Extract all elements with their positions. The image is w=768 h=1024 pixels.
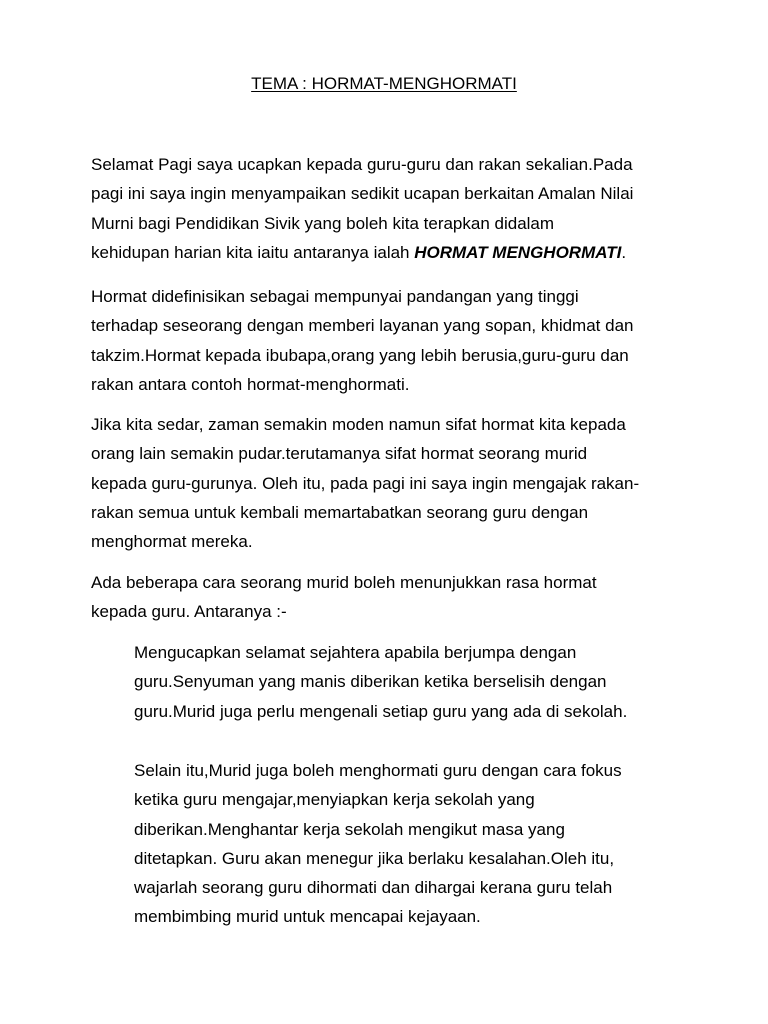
text-line: guru.Murid juga perlu mengenali setiap guru yang ada di sekolah. [134, 701, 628, 721]
text-line: rakan antara contoh hormat-menghormati. [91, 374, 410, 394]
text-line: Jika kita sedar, zaman semakin moden namun sifat hormat kita kepada [91, 415, 626, 434]
text-line: Hormat didefinisikan sebagai mempunyai pandangan yang tinggi [91, 287, 579, 306]
text-line: takzim.Hormat kepada ibubapa,orang yang lebih berusia,guru-guru dan [91, 345, 629, 365]
text-line: membimbing murid untuk mencapai kejayaan. [134, 907, 481, 927]
text-line: Mengucapkan selamat sejahtera apabila berjumpa dengan [134, 643, 577, 662]
paragraph-definition [91, 282, 691, 399]
text-line: Murni bagi Pendidikan Sivik yang boleh kita terapkan didalam [91, 213, 555, 233]
text-line: kepada guru. Antaranya :- [91, 602, 287, 622]
text-line: diberikan.Menghantar kerja sekolah mengikut masa yang [134, 819, 565, 839]
paragraph-ways-intro [91, 568, 691, 627]
document-title: TEMA : HORMAT-MENGHORMATI [251, 74, 517, 93]
text-fragment: kehidupan harian kita iaitu antaranya ialah [91, 242, 415, 262]
paragraph-way-greeting [134, 638, 694, 726]
text-line: pagi ini saya ingin menyampaikan sedikit ucapan berkaitan Amalan Nilai [91, 184, 634, 204]
paragraph-way-focus [134, 756, 694, 932]
text-line: orang lain semakin pudar.terutamanya sifat hormat seorang murid [91, 444, 588, 464]
emphasis-theme: HORMAT MENGHORMATI [414, 242, 622, 262]
text-line: rakan semua untuk kembali memartabatkan seorang guru dengan [91, 502, 589, 522]
paragraph-awareness [91, 410, 691, 556]
text-line: Ada beberapa cara seorang murid boleh menunjukkan rasa hormat [91, 573, 597, 592]
text-line: kepada guru-gurunya. Oleh itu, pada pagi ini saya ingin mengajak rakan- [91, 473, 640, 493]
text-line: ketika guru mengajar,menyiapkan kerja sekolah yang [134, 790, 535, 810]
text-line-with-emphasis [91, 238, 691, 267]
text-line: terhadap seseorang dengan memberi layanan yang sopan, khidmat dan [91, 316, 634, 336]
text-line: guru.Senyuman yang manis diberikan ketika berselisih dengan [134, 672, 607, 692]
text-line: Selain itu,Murid juga boleh menghormati guru dengan cara fokus [134, 761, 622, 780]
paragraph-greeting [91, 150, 691, 267]
text-line: wajarlah seorang guru dihormati dan dihargai kerana guru telah [134, 878, 613, 898]
text-line: menghormat mereka. [91, 532, 253, 552]
text-fragment: . [621, 242, 627, 262]
text-line: Selamat Pagi saya ucapkan kepada guru-guru dan rakan sekalian.Pada [91, 155, 633, 174]
text-line: ditetapkan. Guru akan menegur jika berlaku kesalahan.Oleh itu, [134, 848, 615, 868]
